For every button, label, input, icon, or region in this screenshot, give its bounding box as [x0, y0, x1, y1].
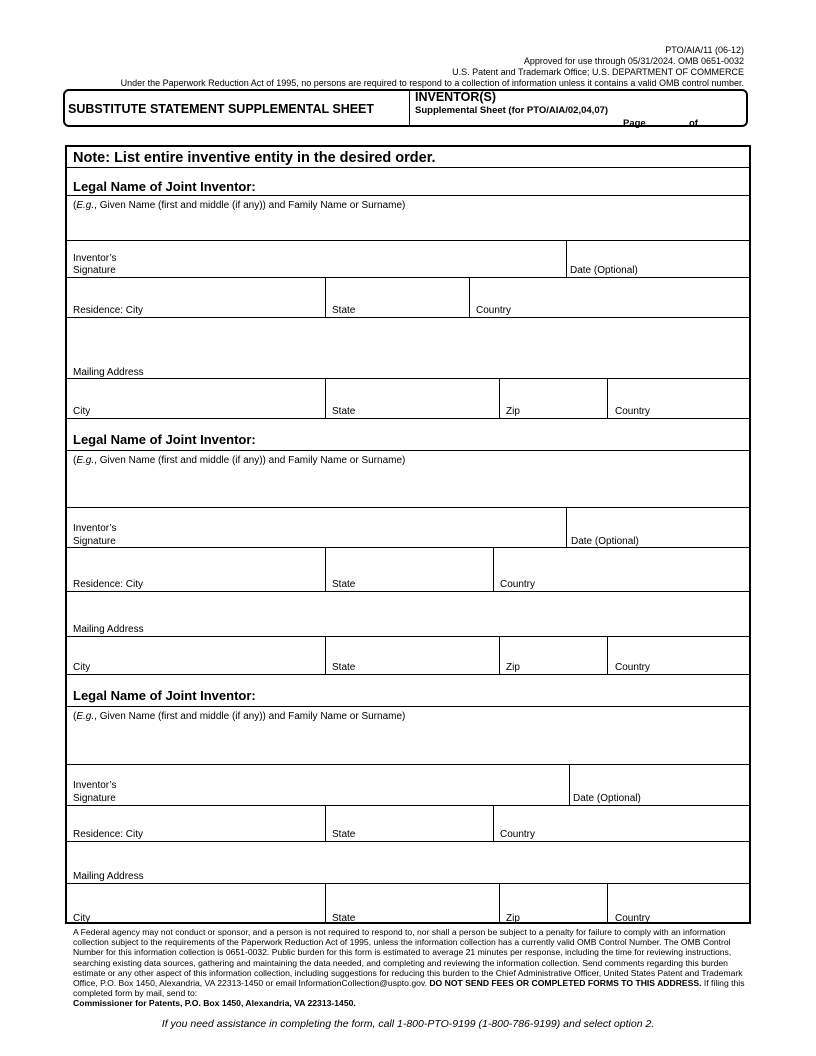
inventors-label: Inventor’s: [73, 523, 117, 534]
joint-inventor-heading: Legal Name of Joint Inventor:: [73, 432, 256, 447]
mailing-address-field[interactable]: [68, 592, 750, 636]
residence-city-label: Residence: City: [73, 829, 144, 840]
city-label: City: [73, 662, 91, 673]
date-optional-label: Date (Optional): [570, 265, 638, 276]
divider: [67, 883, 749, 884]
mailing-address-label: Mailing Address: [73, 871, 144, 882]
title-box: [63, 89, 748, 127]
approval-line: Approved for use through 05/31/2024. OMB 0651-0032: [523, 56, 744, 66]
divider: [325, 547, 326, 591]
country-label: Country: [615, 913, 651, 924]
legal-name-field[interactable]: [68, 451, 750, 507]
divider: [493, 805, 494, 841]
date-field[interactable]: [570, 765, 750, 805]
state-label: State: [332, 913, 356, 924]
signature-label: Signature: [73, 536, 116, 547]
divider: [499, 636, 500, 674]
date-optional-label: Date (Optional): [573, 793, 641, 804]
state-label: State: [332, 305, 356, 316]
residence-city-label: Residence: City: [73, 579, 144, 590]
date-optional-label: Date (Optional): [571, 536, 639, 547]
country-label: Country: [476, 305, 512, 316]
joint-inventor-heading: Legal Name of Joint Inventor:: [73, 179, 256, 194]
country-label: Country: [615, 406, 651, 417]
country-label: Country: [500, 829, 536, 840]
inventors-heading: INVENTOR(S): [415, 90, 497, 104]
office-line: U.S. Patent and Trademark Office; U.S. DEPARTMENT OF COMMERCE: [452, 67, 744, 77]
mailing-address-field[interactable]: [68, 842, 750, 883]
city-label: City: [73, 406, 91, 417]
paperwork-line: Under the Paperwork Reduction Act of 1995, no persons are required to respond to a collection of information unless it contains a valid OMB control number.: [120, 78, 744, 88]
mailing-address-label: Mailing Address: [73, 624, 144, 635]
page-label: Page: [623, 118, 646, 129]
country-label: Country: [500, 579, 536, 590]
form-id: PTO/AIA/11 (06-12): [665, 45, 744, 55]
of-label: of: [689, 118, 698, 129]
residence-city-label: Residence: City: [73, 305, 144, 316]
form-title: SUBSTITUTE STATEMENT SUPPLEMENTAL SHEET: [68, 102, 375, 116]
inventors-label: Inventor’s: [73, 253, 117, 264]
divider: [67, 805, 749, 806]
signature-field[interactable]: [68, 241, 566, 277]
divider: [67, 167, 749, 168]
supplemental-subtitle: Supplemental Sheet (for PTO/AIA/02,04,07): [415, 105, 609, 116]
zip-label: Zip: [506, 913, 520, 924]
state-label: State: [332, 579, 356, 590]
date-field[interactable]: [567, 241, 750, 277]
state-label: State: [332, 829, 356, 840]
divider: [325, 277, 326, 317]
mailing-address-notice: Commissioner for Patents, P.O. Box 1450, Alexandria, VA 22313-1450.: [73, 998, 356, 1009]
signature-label: Signature: [73, 793, 116, 804]
note-text: Note: List entire inventive entity in the desired order.: [73, 150, 436, 166]
page-number-row: [623, 116, 741, 129]
legal-name-hint: (E.g., Given Name (first and middle (if any)) and Family Name or Surname): [73, 455, 406, 466]
divider: [493, 547, 494, 591]
assistance-line: If you need assistance in completing the form, call 1-800-PTO-9199 (1-800-786-9199) and select option 2.: [161, 1018, 655, 1030]
divider: [67, 636, 749, 637]
divider: [325, 805, 326, 841]
page-total-field[interactable]: [701, 116, 741, 126]
state-label: State: [332, 406, 356, 417]
signature-field[interactable]: [68, 765, 569, 805]
title-divider: [409, 91, 410, 125]
divider: [325, 636, 326, 674]
mailing-address-field[interactable]: [68, 318, 750, 378]
inventors-label: Inventor’s: [73, 780, 117, 791]
divider: [607, 378, 608, 418]
signature-field[interactable]: [68, 508, 566, 547]
divider: [67, 547, 749, 548]
divider: [67, 418, 749, 419]
zip-label: Zip: [506, 406, 520, 417]
divider: [67, 277, 749, 278]
divider: [499, 883, 500, 924]
divider: [67, 378, 749, 379]
divider: [67, 674, 749, 675]
divider: [607, 883, 608, 924]
divider: [499, 378, 500, 418]
zip-label: Zip: [506, 662, 520, 673]
divider: [469, 277, 470, 317]
inventor-form: [65, 145, 751, 924]
country-label: Country: [615, 662, 651, 673]
state-label: State: [332, 662, 356, 673]
legal-name-field[interactable]: [68, 707, 750, 764]
legal-name-hint: (E.g., Given Name (first and middle (if any)) and Family Name or Surname): [73, 711, 406, 722]
burden-statement: A Federal agency may not conduct or sponsor, and a person is not required to respond to, nor shall a person be subject to a penalty for failure to comply with an information collection subject to the requirements of the Paperwork Reduction Act of 1995, unless the information collection has a currently valid OMB Control Number. The OMB Control Number for this information collection is 0651-0032. Public burden for this form is estimated to average 21 minutes per response, including the time for reviewing instructions, searching existing data sources, gathering and maintaining the data needed, and completing and reviewing the information collection. Send comments regarding this burden estimate or any other aspect of this information collection, including suggestions for reducing this burden to the Chief Administrative Officer, United States Patent and Trademark Office, P.O. Box 1450, Alexandria, VA 22313-1450 or email InformationCollection@uspto.gov. DO NOT SEND FEES OR COMPLETED FORMS TO THIS ADDRESS. If filing this completed form by mail, send to: Commissioner for Patents, P.O. Box 1450, Alexandria, VA 22313-1450.: [73, 927, 745, 1009]
divider: [607, 636, 608, 674]
do-not-send-notice: DO NOT SEND FEES OR COMPLETED FORMS TO THIS ADDRESS.: [429, 978, 702, 989]
legal-name-hint: (E.g., Given Name (first and middle (if any)) and Family Name or Surname): [73, 200, 406, 211]
divider: [325, 883, 326, 924]
joint-inventor-heading: Legal Name of Joint Inventor:: [73, 688, 256, 703]
date-field[interactable]: [567, 508, 750, 547]
divider: [325, 378, 326, 418]
signature-label: Signature: [73, 265, 116, 276]
legal-name-field[interactable]: [68, 196, 750, 240]
page-number-field[interactable]: [648, 116, 686, 126]
mailing-address-label: Mailing Address: [73, 367, 144, 378]
city-label: City: [73, 913, 91, 924]
